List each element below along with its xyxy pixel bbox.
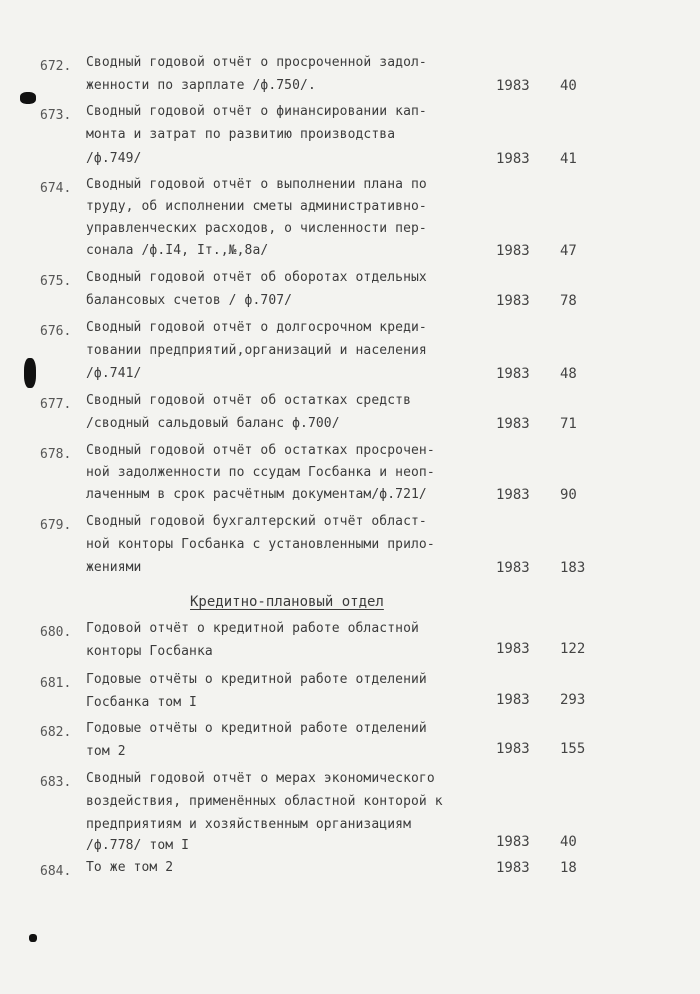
entry-title-line: Годовой отчёт о кредитной работе областной [86, 621, 419, 636]
entry-year: 1983 [496, 151, 530, 167]
entry-title-line: Годовые отчёты о кредитной работе отделений [86, 672, 427, 687]
entry-title-line: Сводный годовой отчёт об остатках средств [86, 393, 411, 408]
entry-title-line: ной задолженности по ссудам Госбанка и неоп- [86, 465, 435, 480]
entry-year: 1983 [496, 741, 530, 757]
entry-title-line: Годовые отчёты о кредитной работе отделений [86, 721, 427, 736]
entry-number: 677. [40, 397, 72, 412]
entry-number: 684. [40, 864, 72, 879]
entry-sheet-count: 90 [560, 487, 577, 503]
entry-year: 1983 [496, 834, 530, 850]
entry-number: 679. [40, 518, 72, 533]
entry-title-line: ной конторы Госбанка с установленными прило- [86, 537, 435, 552]
entry-title-line: Сводный годовой бухгалтерский отчёт област- [86, 514, 427, 529]
entry-title-line: предприятиям и хозяйственным организациям [86, 817, 411, 832]
entry-sheet-count: 122 [560, 641, 586, 657]
entry-title-line: То же том 2 [86, 860, 174, 875]
entry-title-line: конторы Госбанка [86, 644, 213, 659]
entry-year: 1983 [496, 243, 530, 259]
entry-year: 1983 [496, 641, 530, 657]
entry-sheet-count: 18 [560, 860, 577, 876]
entry-number: 680. [40, 625, 72, 640]
entry-year: 1983 [496, 416, 530, 432]
scan-blot-mark [20, 92, 36, 104]
entry-year: 1983 [496, 487, 530, 503]
entry-title-line: труду, об исполнении сметы административно- [86, 199, 427, 214]
entry-title-line: товании предприятий,организаций и населения [86, 343, 427, 358]
entry-number: 683. [40, 775, 72, 790]
entry-sheet-count: 293 [560, 692, 586, 708]
entry-title-line: лаченным в срок расчётным документам/ф.721/ [86, 487, 427, 502]
entry-title-line: Сводный годовой отчёт об оборотах отдельных [86, 270, 427, 285]
entry-year: 1983 [496, 560, 530, 576]
entry-title-line: Сводный годовой отчёт об остатках просрочен- [86, 443, 435, 458]
entry-title-line: /ф.741/ [86, 366, 142, 381]
entry-title-line: /ф.749/ [86, 151, 142, 166]
entry-sheet-count: 155 [560, 741, 586, 757]
entry-sheet-count: 78 [560, 293, 577, 309]
entry-title-line: жениями [86, 560, 142, 575]
entry-title-line: Сводный годовой отчёт о просроченной задол- [86, 55, 427, 70]
entry-sheet-count: 71 [560, 416, 577, 432]
entry-number: 673. [40, 108, 72, 123]
entry-number: 676. [40, 324, 72, 339]
entry-number: 672. [40, 59, 72, 74]
entry-year: 1983 [496, 78, 530, 94]
entry-sheet-count: 41 [560, 151, 577, 167]
entry-number: 674. [40, 181, 72, 196]
entry-title-line: воздействия, применённых областной конторой к [86, 794, 443, 809]
entry-title-line: Сводный годовой отчёт о финансировании кап- [86, 104, 427, 119]
entry-sheet-count: 47 [560, 243, 577, 259]
entry-title-line: /ф.778/ том I [86, 838, 190, 853]
entry-sheet-count: 40 [560, 78, 577, 94]
entry-year: 1983 [496, 293, 530, 309]
entry-sheet-count: 183 [560, 560, 586, 576]
section-title: Кредитно-плановый отдел [190, 594, 384, 610]
entry-year: 1983 [496, 692, 530, 708]
entry-sheet-count: 48 [560, 366, 577, 382]
entry-number: 675. [40, 274, 72, 289]
entry-number: 682. [40, 725, 72, 740]
entry-title-line: /сводный сальдовый баланс ф.700/ [86, 416, 340, 431]
entry-title-line: Сводный годовой отчёт о долгосрочном креди- [86, 320, 427, 335]
entry-title-line: управленческих расходов, о численности пер- [86, 221, 427, 236]
entry-title-line: сонала /ф.I4, Iт.,№,8а/ [86, 243, 269, 258]
entry-year: 1983 [496, 366, 530, 382]
entry-title-line: монта и затрат по развитию производства [86, 127, 396, 142]
entry-number: 678. [40, 447, 72, 462]
scan-blot-mark [29, 934, 37, 942]
entry-title-line: Сводный годовой отчёт о выполнении плана по [86, 177, 427, 192]
entry-title-line: Сводный годовой отчёт о мерах экономического [86, 771, 435, 786]
entry-title-line: Госбанка том I [86, 695, 197, 710]
entry-title-line: балансовых счетов / ф.707/ [86, 293, 293, 308]
scan-blot-mark [24, 358, 36, 388]
entry-number: 681. [40, 676, 72, 691]
entry-title-line: женности по зарплате /ф.750/. [86, 78, 316, 93]
entry-year: 1983 [496, 860, 530, 876]
entry-sheet-count: 40 [560, 834, 577, 850]
entry-title-line: том 2 [86, 744, 126, 759]
